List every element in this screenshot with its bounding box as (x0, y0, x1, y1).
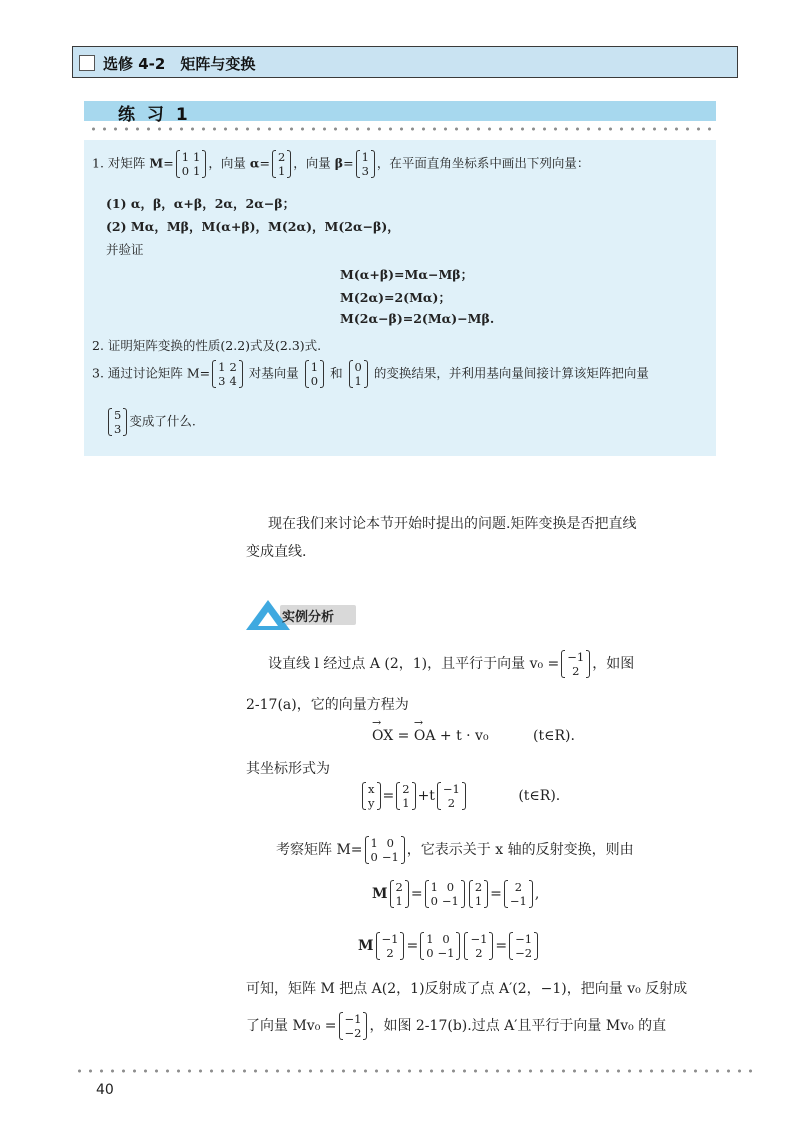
q1-part2: (2) Mα，Mβ，M(α+β)，M(2α)，M(2α−β)， (106, 219, 400, 234)
q1-prefix: 1. 对矩阵 (92, 155, 150, 171)
vector-cell: 3 (114, 422, 122, 436)
Mv0-vector (339, 1012, 368, 1040)
matrix-cell: 0 (442, 932, 450, 946)
line-f-suffix: ，如图 2-17(b).过点 A′且平行于向量 Mv₀ 的直 (369, 1018, 667, 1034)
line-d-suffix: ，它表示关于 x 轴的反射变换，则由 (406, 842, 634, 858)
q3-basis-e1 (305, 360, 324, 388)
body-para1-line2: 变成直线. (246, 544, 307, 560)
vector-cell: 2 (395, 880, 403, 894)
line-d-prefix: 考察矩阵 M= (276, 842, 363, 858)
v0-vector (561, 650, 590, 678)
coord-lhs (362, 782, 381, 810)
calc2-out (509, 932, 538, 960)
matrix-cell: 0 (430, 894, 438, 908)
vec-OX: → OX (372, 728, 393, 744)
coord-condition: (t∈R). (518, 788, 561, 804)
q3-mid: 对基向量 (244, 365, 303, 381)
matrix-cell: −1 (441, 894, 459, 908)
line-f-prefix: 了向量 Mv₀ = (246, 1018, 337, 1034)
q1-eq3: M(2α−β)=2(Mα)−Mβ. (340, 311, 495, 326)
q1-mid1: ，向量 (208, 155, 250, 171)
q1-M: M (149, 155, 164, 171)
body-line-c: 其坐标形式为 (246, 761, 330, 777)
q1-alpha: α (249, 155, 260, 171)
vector-cell: 3 (361, 164, 369, 178)
vector-cell: −2 (344, 1026, 362, 1040)
matrix-cell: 1 (426, 932, 434, 946)
calc1-M (425, 880, 465, 908)
vector-cell: −1 (515, 932, 533, 946)
body-line-d (276, 836, 634, 864)
vector-cell: −2 (515, 946, 533, 960)
exercise-question-2: 2. 证明矩阵变换的性质(2.2)式及(2.3)式. (92, 338, 322, 353)
vector-cell: 1 (361, 150, 369, 164)
vector-cell: 1 (354, 374, 362, 388)
vector-cell: −1 (442, 782, 460, 796)
vector-cell: 2 (572, 664, 580, 678)
vector-cell: 1 (395, 894, 403, 908)
q3-vector (108, 408, 127, 436)
matrix-cell: 1 (193, 164, 201, 178)
eq-tail: + t · v₀ (435, 728, 489, 744)
q1-matrix-M (176, 150, 207, 178)
coordinate-equation: x y = 2 1 +t −1 2 (t∈R). (360, 782, 560, 810)
body-line-f (246, 1012, 666, 1040)
vector-cell: −1 (344, 1012, 362, 1026)
eq-mid: = (393, 728, 414, 744)
vector-cell: 0 (354, 360, 362, 374)
vector-cell: 2 (447, 796, 456, 810)
calc1-in (390, 880, 409, 908)
vector-cell: −1 (567, 650, 585, 664)
matrix-M2 (365, 836, 405, 864)
vector-cell: 2 (514, 880, 523, 894)
matrix-cell: −1 (381, 850, 399, 864)
body-line-a (268, 650, 634, 678)
calc2-M (420, 932, 460, 960)
body-para1-line1: 现在我们来讨论本节开始时提出的问题.矩阵变换是否把直线 (268, 516, 637, 532)
calc-equation-1: M 2 1 = 1 0 0 −1 2 1 = 2 −1 , (372, 880, 540, 908)
eq-condition: (t∈R). (533, 728, 575, 744)
calc2-in-repeat (464, 932, 493, 960)
example-badge (246, 600, 356, 630)
q3-line2 (106, 408, 196, 436)
vector-cell: x (368, 782, 375, 796)
body-line-e: 可知，矩阵 M 把点 A(2，1)反射成了点 A′(2，−1)，把向量 v₀ 反射成 (246, 981, 688, 997)
matrix-cell: −1 (437, 946, 455, 960)
q1-mid2: ，向量 (293, 155, 335, 171)
calc1-out (504, 880, 533, 908)
vector-cell: −1 (509, 894, 527, 908)
badge-label: 实例分析 (282, 610, 335, 625)
vector-cell: 5 (114, 408, 122, 422)
calc2-in (376, 932, 405, 960)
matrix-cell: 0 (426, 946, 434, 960)
coord-v0 (437, 782, 466, 810)
matrix-cell: 1 (181, 150, 190, 164)
vector-cell: 2 (402, 782, 410, 796)
calc-equation-2: M −1 2 = 1 0 0 −1 −1 2 = −1 −2 (358, 932, 540, 960)
matrix-cell: 1 (218, 360, 226, 374)
vector-cell: 1 (277, 164, 286, 178)
q1-beta: β (334, 155, 344, 171)
triangle-inner (258, 612, 278, 626)
matrix-cell: 0 (446, 880, 455, 894)
matrix-cell: 0 (370, 850, 378, 864)
header-square-icon (79, 55, 95, 71)
chapter-header (72, 46, 738, 78)
dotted-divider (88, 126, 716, 132)
vector-cell: −1 (381, 932, 399, 946)
vector-cell: 1 (474, 894, 483, 908)
vector-cell: 2 (475, 946, 483, 960)
vector-cell: −1 (470, 932, 488, 946)
page-number: 40 (96, 1082, 114, 1098)
matrix-cell: 3 (218, 374, 226, 388)
calc1-in-repeat (469, 880, 488, 908)
chapter-title: 选修 4-2 矩阵与变换 (103, 55, 256, 73)
exercise-question-3 (92, 360, 649, 388)
q3-matrix (212, 360, 243, 388)
vector-cell: 0 (310, 374, 319, 388)
q1-vector-beta (356, 150, 375, 178)
vector-cell: 2 (277, 150, 286, 164)
coord-A (396, 782, 415, 810)
vec-OA: → OA (414, 728, 436, 744)
body-line-b: 2-17(a)，它的向量方程为 (246, 697, 409, 713)
vector-cell: 2 (474, 880, 483, 894)
q1-verify: 并验证 (106, 242, 144, 257)
matrix-cell: 1 (370, 836, 378, 850)
q3-prefix: 3. 通过讨论矩阵 M= (92, 365, 211, 381)
q3-basis-e2 (349, 360, 368, 388)
q1-part1: (1) α，β，α+β，2α，2α−β； (106, 196, 296, 211)
q1-suffix: ，在平面直角坐标系中画出下列向量： (376, 155, 590, 171)
matrix-cell: 2 (229, 360, 237, 374)
q1-vector-alpha (272, 150, 291, 178)
line-a-text: 设直线 l 经过点 A (2，1)，且平行于向量 v₀ = (268, 656, 560, 672)
exercise-title: 练 习 1 (118, 105, 191, 125)
vector-cell: y (368, 796, 375, 810)
footer-dotted-divider (74, 1068, 754, 1074)
vector-equation (372, 728, 575, 744)
vector-cell: 1 (402, 796, 410, 810)
matrix-cell: 0 (181, 164, 190, 178)
matrix-cell: 1 (193, 150, 201, 164)
q3-end: 变成了什么. (129, 413, 196, 429)
q1-eq2: M(2α)=2(Mα)； (340, 290, 451, 305)
vector-cell: 2 (386, 946, 394, 960)
matrix-cell: 4 (229, 374, 237, 388)
line-a-end: ，如图 (592, 656, 635, 672)
q3-suffix: 的变换结果，并利用基向量间接计算该矩阵把向量 (369, 365, 649, 381)
vector-cell: 1 (310, 360, 319, 374)
matrix-cell: 1 (430, 880, 438, 894)
q3-and: 和 (326, 365, 347, 381)
q1-eq1: M(α+β)=Mα−Mβ； (340, 267, 474, 282)
exercise-question-1: 1. 对矩阵 M= 1 1 0 1 ，向量 α= 2 1 ，向量 β= 1 3 ，在平面直角坐标系中画出下列向量： (92, 150, 590, 178)
matrix-cell: 0 (386, 836, 394, 850)
